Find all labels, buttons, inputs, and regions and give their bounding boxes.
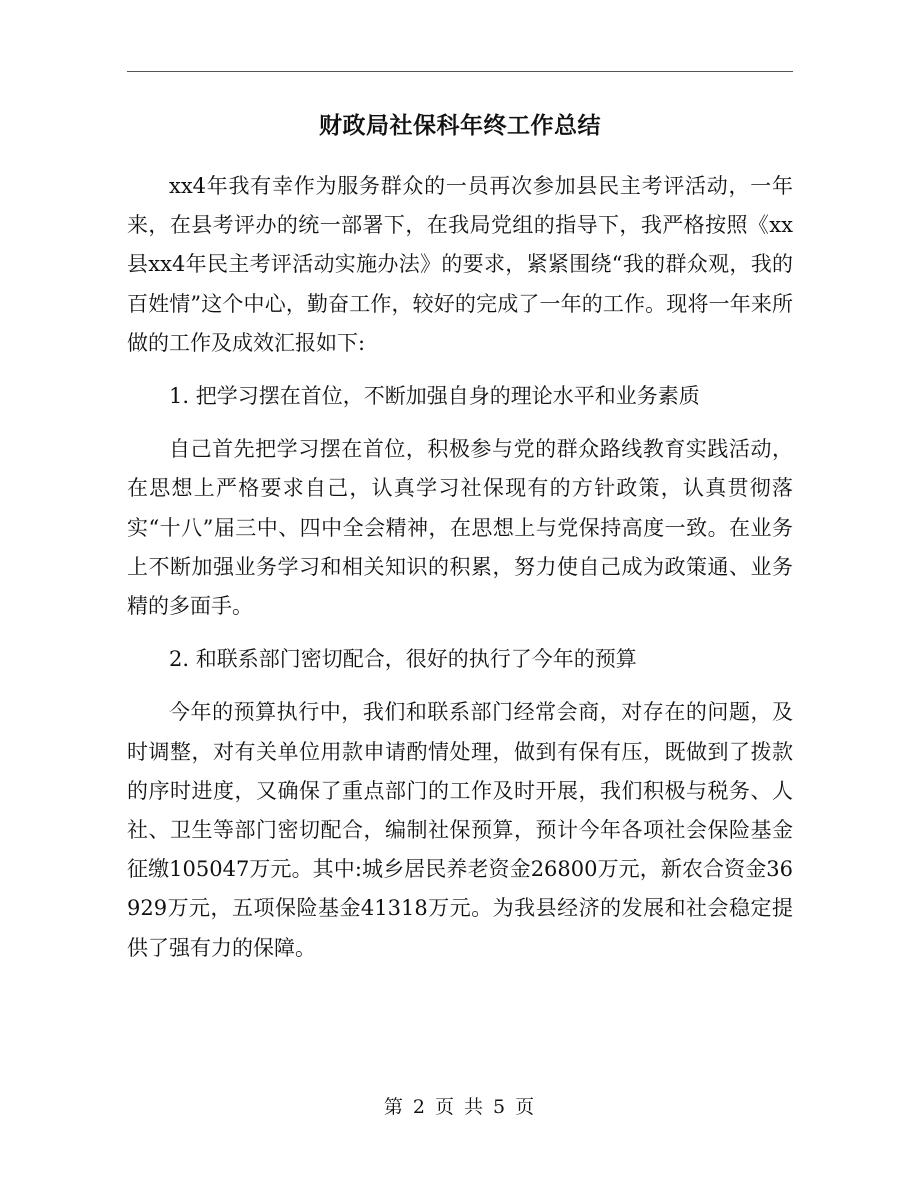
section-paragraph-1: 自己首先把学习摆在首位，积极参与党的群众路线教育实践活动，在思想上严格要求自己，认真学习社保现有的方针政策，认真贯彻落实“十八”届三中、四中全会精神，在思想上与党保持高度一致。在业务上不断加强业务学习和相关知识的积累，努力使自己成为政策通、业务精的多面手。: [127, 437, 793, 619]
intro-paragraph: xx4年我有幸作为服务群众的一员再次参加县民主考评活动，一年来，在县考评办的统一部署下，在我局党组的指导下，我严格按照《xx县xx4年民主考评活动实施办法》的要求，紧紧围绕“我的群众观，我的百姓情”这个中心，勤奋工作，较好的完成了一年的工作。现将一年来所做的工作及成效汇报如下:: [127, 174, 793, 355]
page-number-footer: 第 2 页 共 5 页: [383, 1096, 537, 1118]
section-heading-1: 1. 把学习摆在首位，不断加强自身的理论水平和业务素质: [169, 384, 700, 409]
section-heading-2: 2. 和联系部门密切配合，很好的执行了今年的预算: [169, 647, 637, 672]
section-paragraph-2: 今年的预算执行中，我们和联系部门经常会商，对存在的问题，及时调整，对有关单位用款申请酌情处理，做到有保有压，既做到了拨款的序时进度，又确保了重点部门的工作及时开展，我们积极与税务、人社、卫生等部门密切配合，编制社保预算，预计今年各项社会保险基金征缴105047万元。其中:城乡居民养老资金26800万元，新农合资金36929万元，五项保险基金41318万元。为我县经济的发展和社会稳定提供了强有力的保障。: [127, 700, 793, 960]
header-rule: [127, 71, 793, 72]
document-title: 财政局社保科年终工作总结: [319, 113, 601, 139]
document-body: [127, 167, 793, 982]
